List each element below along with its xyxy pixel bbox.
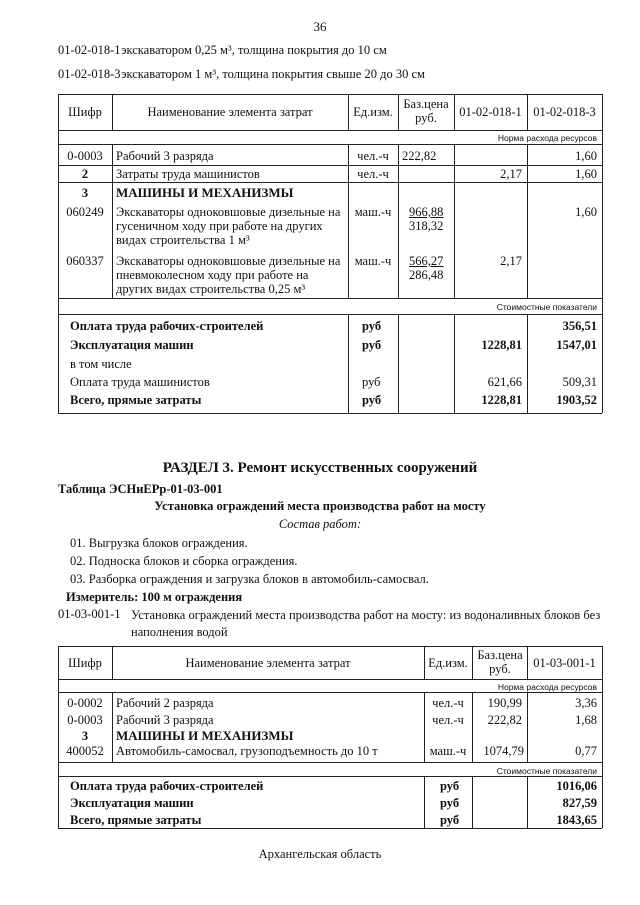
norm-label: Норма расхода ресурсов (497, 133, 597, 143)
row-unit: чел.-ч (357, 167, 389, 181)
total-value-2: 509,31 (562, 375, 597, 389)
total-name: Оплата труда машинистов (70, 375, 210, 389)
table-title: Установка ограждений места производства работ на мосту (154, 499, 486, 513)
row-unit: маш.-ч (354, 205, 392, 219)
norm-label: Норма расхода ресурсов (497, 682, 597, 692)
cost-label: Стоимостные показатели (496, 766, 597, 776)
row-price: 1074,79 (483, 744, 524, 758)
page-number: 36 (313, 19, 327, 34)
rate-code: 01-03-001-1 (58, 607, 121, 621)
header-unit: Ед.изм. (353, 105, 393, 119)
footer-region: Архангельская область (258, 847, 382, 861)
row-name: Рабочий 3 разряда (116, 149, 214, 163)
row-name: Автомобиль-самосвал, грузоподъемность до 10 т (116, 744, 378, 758)
work-item: 02. Подноска блоков и сборка ограждения. (70, 554, 298, 568)
row-price: 966,88 (409, 205, 444, 219)
row-code: 0-0003 (67, 149, 103, 163)
total-value-1: 1843,65 (556, 813, 597, 827)
row-value-2: 1,60 (575, 149, 597, 163)
row-value-1: 2,17 (500, 254, 522, 268)
header-price: Баз.цена руб. (403, 97, 449, 125)
total-value-1: 827,59 (562, 796, 597, 810)
total-name: Эксплуатация машин (70, 338, 194, 352)
total-name: Эксплуатация машин (70, 796, 194, 810)
row-price: 566,27 (409, 254, 444, 268)
row-code: 060249 (66, 205, 104, 219)
row-value-2: 1,60 (575, 167, 597, 181)
row-unit: чел.-ч (432, 713, 464, 727)
section-name: МАШИНЫ И МЕХАНИЗМЫ (116, 728, 294, 743)
row-value-2: 1,60 (575, 205, 597, 219)
rate-text: экскаватором 1 м³, толщина покрытия свыше 20 до 30 см (121, 67, 425, 81)
cost-label: Стоимостные показатели (496, 302, 597, 312)
row-value-1: 3,36 (575, 696, 597, 710)
row-name: Экскаваторы одноковшовые дизельные на гусеничном ходу при работе на других видах строительства 1 м³ (116, 205, 341, 247)
measure: Измеритель: 100 м ограждения (66, 590, 243, 604)
header-code: Шифр (68, 105, 102, 119)
rate-line-2 (58, 67, 425, 82)
row-code: 0-0003 (67, 713, 103, 727)
section-code: 3 (81, 186, 89, 200)
row-name: Рабочий 3 разряда (116, 713, 214, 727)
header-code: Шифр (68, 656, 102, 670)
header-price: Баз.цена руб. (477, 648, 523, 676)
row-price: 222,82 (402, 149, 437, 163)
header-rate-1: 01-03-001-1 (533, 656, 596, 670)
row-unit: чел.-ч (432, 696, 464, 710)
total-name: Всего, прямые затраты (70, 393, 202, 407)
rate-code: 01-02-018-1 (58, 43, 121, 57)
total-unit: руб (362, 319, 382, 333)
row-code: 2 (81, 167, 89, 181)
row-unit: маш.-ч (354, 254, 392, 268)
total-unit: руб (362, 375, 381, 389)
row-value-1: 0,77 (575, 744, 597, 758)
row-name: Рабочий 2 разряда (116, 696, 214, 710)
row-price: 222,82 (487, 713, 522, 727)
section-title: РАЗДЕЛ 3. Ремонт искусственных сооружений (162, 460, 478, 476)
total-name: в том числе (70, 357, 132, 371)
row-unit: маш.-ч (429, 744, 467, 758)
rate-line-1 (58, 43, 387, 58)
row-price: 190,99 (487, 696, 522, 710)
total-name: Оплата труда рабочих-строителей (70, 779, 264, 793)
total-value-2: 1903,52 (556, 393, 597, 407)
total-value-2: 356,51 (562, 319, 597, 333)
total-name: Всего, прямые затраты (70, 813, 202, 827)
section-name: МАШИНЫ И МЕХАНИЗМЫ (116, 185, 294, 200)
total-value-2: 1547,01 (556, 338, 597, 352)
rate-text: Установка ограждений места производства работ на мосту: из водоналивных блоков без наполнения водой (131, 608, 601, 639)
header-name: Наименование элемента затрат (185, 656, 351, 670)
total-unit: руб (362, 338, 382, 352)
work-item: 03. Разборка ограждения и загрузка блоков в автомобиль-самосвал. (70, 572, 429, 586)
row-code: 0-0002 (67, 696, 103, 710)
header-rate-2: 01-02-018-3 (533, 105, 596, 119)
header-name: Наименование элемента затрат (147, 105, 313, 119)
total-unit: руб (440, 796, 460, 810)
table-id: Таблица ЭСНиЕРр-01-03-001 (58, 482, 223, 496)
header-unit: Ед.изм. (428, 656, 468, 670)
rate-code: 01-02-018-3 (58, 67, 121, 81)
total-value-1: 1016,06 (556, 779, 597, 793)
total-value-1: 1228,81 (481, 393, 522, 407)
total-name: Оплата труда рабочих-строителей (70, 319, 264, 333)
work-item: 01. Выгрузка блоков ограждения. (70, 536, 248, 550)
row-code: 400052 (66, 744, 104, 758)
row-unit: чел.-ч (357, 149, 389, 163)
header-rate-1: 01-02-018-1 (459, 105, 522, 119)
section-code: 3 (81, 729, 89, 743)
row-name: Затраты труда машинистов (116, 167, 260, 181)
row-price-machinist: 318,32 (409, 219, 444, 233)
row-name: Экскаваторы одноковшовые дизельные на пневмоколесном ходу при работе на других видах строительства 0,25 м³ (116, 254, 341, 296)
row-value-1: 1,68 (575, 713, 597, 727)
row-code: 060337 (66, 254, 104, 268)
total-unit: руб (440, 779, 460, 793)
works-title: Состав работ: (278, 517, 362, 531)
rate-text: экскаватором 0,25 м³, толщина покрытия до 10 см (121, 43, 387, 57)
total-value-1: 621,66 (487, 375, 522, 389)
row-price-machinist: 286,48 (409, 268, 444, 282)
total-unit: руб (362, 393, 382, 407)
total-unit: руб (440, 813, 460, 827)
row-value-1: 2,17 (500, 167, 522, 181)
total-value-1: 1228,81 (481, 338, 522, 352)
